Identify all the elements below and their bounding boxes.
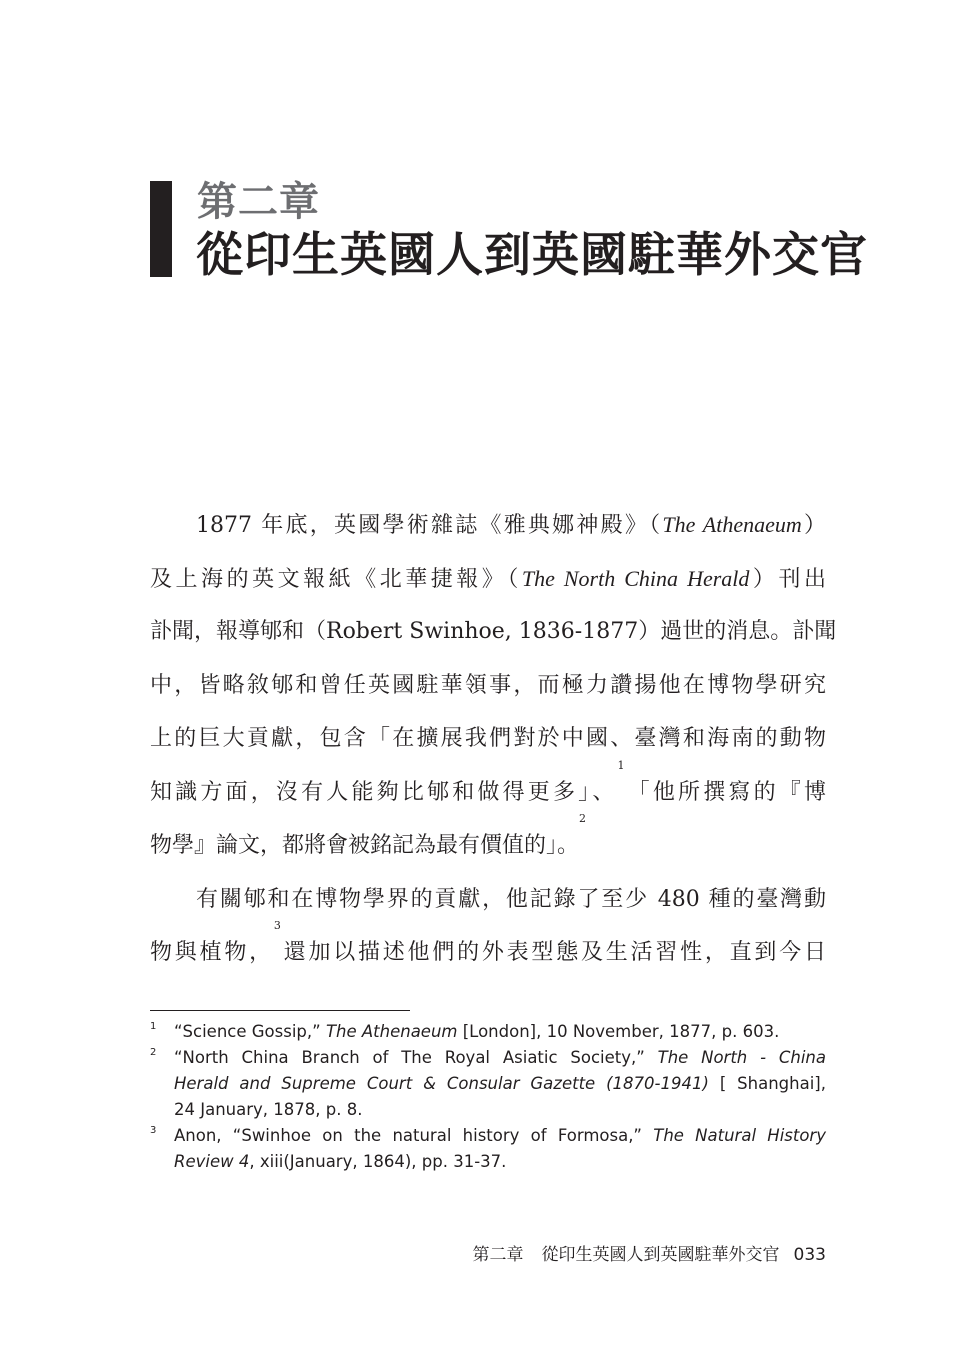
footnote-ref[interactable]: 1 (617, 758, 625, 772)
footnote-2 (150, 1045, 826, 1123)
text-run: [London], 10 November, 1877, p. 603. (457, 1022, 780, 1041)
paragraph-2 (150, 873, 826, 980)
italic-title: The Natural History (653, 1126, 826, 1145)
text-run: 還加以描述他們的外表型態及生活習性，直到今日 (280, 940, 826, 965)
body-line: 有關郇和在博物學界的貢獻，他記錄了至少 480 種的臺灣動 (196, 886, 826, 912)
chapter-title: 從印生英國人到英國駐華外交官 (196, 228, 868, 283)
body-line (150, 919, 826, 980)
italic-title: The Athenaeum (662, 512, 802, 537)
text-run: 1877 年底，英國學術雜誌《雅典娜神殿》（ (196, 513, 663, 538)
text-run: ） (801, 513, 826, 538)
footnote-divider (150, 1010, 410, 1011)
text-run: Anon, “Swinhoe on the natural history of Formosa,” (174, 1126, 654, 1145)
footnote-line (174, 1019, 826, 1045)
footnote-line (174, 1149, 826, 1175)
footnote-1 (150, 1019, 826, 1045)
body-line (150, 552, 826, 606)
text-run: 知識方面，沒有人能夠比郇和做得更多」、 (150, 779, 618, 805)
body-line (150, 498, 826, 552)
body-line: 中，皆略敘郇和曾任英國駐華領事，而極力讚揚他在博物學研究 (150, 672, 826, 698)
text-run: 及上海的英文報紙《北華捷報》（ (150, 566, 522, 592)
chapter-marker-bar (150, 181, 172, 277)
text-run: ）刊出 (749, 566, 826, 592)
body-line (150, 812, 826, 873)
text-run: 物學』論文，都將會被銘記為最有價值的」。 (150, 833, 580, 858)
footnotes (150, 1019, 826, 1175)
text-run: “North China Branch of The Royal Asiatic Society,” (174, 1048, 658, 1067)
italic-title: The North China Herald (521, 565, 750, 591)
text-run: 物與植物， (150, 940, 274, 965)
footnote-line (174, 1123, 826, 1149)
footnote-line (174, 1071, 826, 1097)
footnote-3 (150, 1123, 826, 1175)
text-run: 「他所撰寫的『博 (624, 779, 826, 805)
text-run: [ Shanghai], (708, 1074, 826, 1093)
running-footer (473, 1243, 826, 1267)
footnote-line (174, 1045, 826, 1071)
footnote-number: 2 (150, 1047, 157, 1058)
page-number: 033 (793, 1245, 826, 1265)
footer-title: 從印生英國人到英國駐華外交官 (541, 1245, 780, 1265)
footnote-number: 3 (150, 1125, 157, 1136)
italic-title: Herald and Supreme Court & Consular Gazette (1870-1941) (174, 1074, 709, 1093)
paragraph-1 (150, 498, 837, 873)
text-run: “Science Gossip,” (174, 1022, 326, 1041)
body-line (150, 758, 826, 820)
footnote-number: 1 (150, 1021, 157, 1032)
body-line: 上的巨大貢獻，包含「在擴展我們對於中國、臺灣和海南的動物 (150, 726, 826, 751)
chapter-label: 第二章 (197, 178, 320, 225)
footer-chapter: 第二章 (472, 1245, 524, 1265)
italic-title: Review 4 (174, 1152, 250, 1171)
body-text (150, 498, 837, 980)
body-line: 訃聞，報導郇和（Robert Swinhoe, 1836-1877）過世的消息。訃聞 (150, 619, 837, 644)
footnote-ref[interactable]: 3 (273, 919, 281, 932)
footnote-ref[interactable]: 2 (579, 812, 587, 825)
text-run: , xiii(January, 1864), pp. 31-37. (249, 1152, 507, 1171)
italic-title: The Athenaeum (325, 1022, 458, 1041)
footnote-line: 24 January, 1878, p. 8. (174, 1100, 363, 1119)
italic-title: The North - China (657, 1048, 827, 1067)
